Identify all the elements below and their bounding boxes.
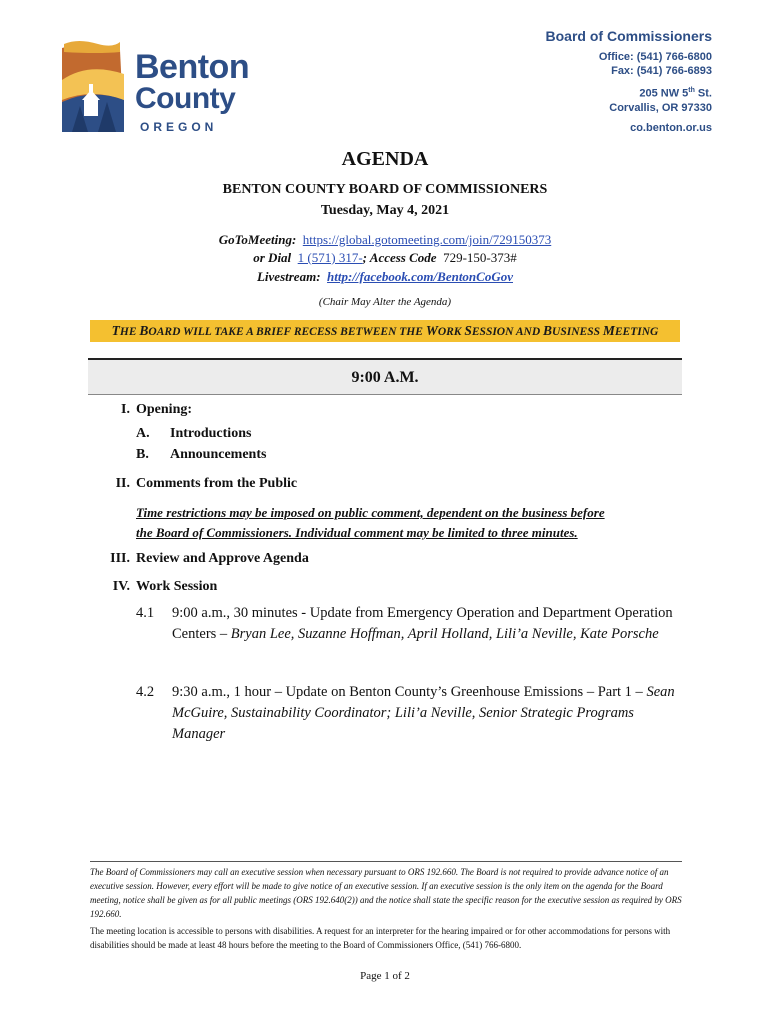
recess-banner: THE BOARD WILL TAKE A BRIEF RECESS BETWEEN THE WORK SESSION AND BUSINESS MEETING bbox=[90, 320, 680, 342]
contact-website-link[interactable]: co.benton.or.us bbox=[630, 121, 712, 134]
gotomeeting-link[interactable]: https://global.gotomeeting.com/join/729150373 bbox=[302, 232, 552, 247]
agenda-item-introductions: A. Introductions bbox=[136, 426, 252, 441]
footer-divider bbox=[90, 861, 682, 862]
contact-org: Board of Commissioners bbox=[545, 28, 712, 44]
logo-text-oregon: OREGON bbox=[140, 120, 218, 134]
dial-number-link[interactable]: 1 (571) 317- bbox=[297, 250, 363, 265]
livestream-link[interactable]: http://facebook.com/BentonCoGov bbox=[327, 269, 513, 284]
agenda-item-announcements: B. Announcements bbox=[136, 447, 267, 462]
section-public-comments: II. Comments from the Public bbox=[115, 476, 298, 491]
work-item-4-1: 4.1 9:00 a.m., 30 minutes - Update from Emergency Operation and Department Operation Centers – Bryan Lee, Suzanne Hoffman, April Holland, Lili’a Neville, Kate Porsche bbox=[136, 605, 673, 642]
time-header: 9:00 A.M. bbox=[88, 358, 682, 395]
work-item-number: 4.2 bbox=[136, 684, 155, 700]
access-code: 729-150-373# bbox=[443, 250, 517, 265]
gotomeeting-line: GoToMeeting: https://global.gotomeeting.com/join/729150373 bbox=[218, 232, 552, 247]
work-item-4-2: 4.2 9:30 a.m., 1 hour – Update on Benton County’s Greenhouse Emissions – Part 1 – Sean McGuire, Sustainability Coordinator; Lili’a Neville, Senior Strategic Programs Manager bbox=[136, 684, 675, 742]
section-opening: I. Opening: bbox=[121, 402, 193, 417]
contact-block bbox=[546, 28, 712, 135]
contact-address-line1: 205 NW 5th St. bbox=[639, 87, 712, 100]
executive-session-notice: The Board of Commissioners may call an executive session when necessary pursuant to ORS 192.660. The Board is not required to provide advance notice of an executive session. However, every effort will be made to give notice of an executive session. If an executive session is the only item on the agenda for the Board meeting, notice shall be given as for all public meetings (ORS 192.640(2)) and the notice shall state the specific reason for the executive session as required by ORS 192.660. bbox=[90, 867, 682, 919]
livestream-line: Livestream: http://facebook.com/BentonCoGov bbox=[256, 269, 513, 284]
page-title: AGENDA bbox=[341, 148, 429, 170]
meeting-date: Tuesday, May 4, 2021 bbox=[320, 203, 450, 218]
section-review-agenda: III. Review and Approve Agenda bbox=[110, 551, 309, 566]
public-comment-note: Time restrictions may be imposed on public comment, dependent on the business before the Board of Commissioners. Individual comment may be limited to three minutes. bbox=[136, 505, 605, 540]
dial-line: or Dial 1 (571) 317-; Access Code 729-150-373# bbox=[253, 250, 517, 265]
page-number: Page 1 of 2 bbox=[360, 970, 410, 982]
board-name: BENTON COUNTY BOARD OF COMMISSIONERS bbox=[222, 182, 548, 197]
chair-note: (Chair May Alter the Agenda) bbox=[318, 296, 452, 308]
contact-office: Office: (541) 766-6800 bbox=[598, 51, 712, 63]
contact-fax: Fax: (541) 766-6893 bbox=[611, 65, 712, 77]
work-item-number: 4.1 bbox=[136, 605, 155, 621]
accessibility-notice: The meeting location is accessible to persons with disabilities. A request for an interpreter for the hearing impaired or for other accommodations for persons with disabilities should be made at least 48 hours before the meeting to the Board of Commissioners Office, (541) 766-6800. bbox=[90, 926, 671, 950]
section-work-session: IV. Work Session bbox=[112, 579, 218, 594]
contact-address-line2: Corvallis, OR 97330 bbox=[609, 101, 712, 114]
logo-text-county: County bbox=[135, 82, 236, 115]
logo-text-benton: Benton bbox=[135, 48, 250, 86]
